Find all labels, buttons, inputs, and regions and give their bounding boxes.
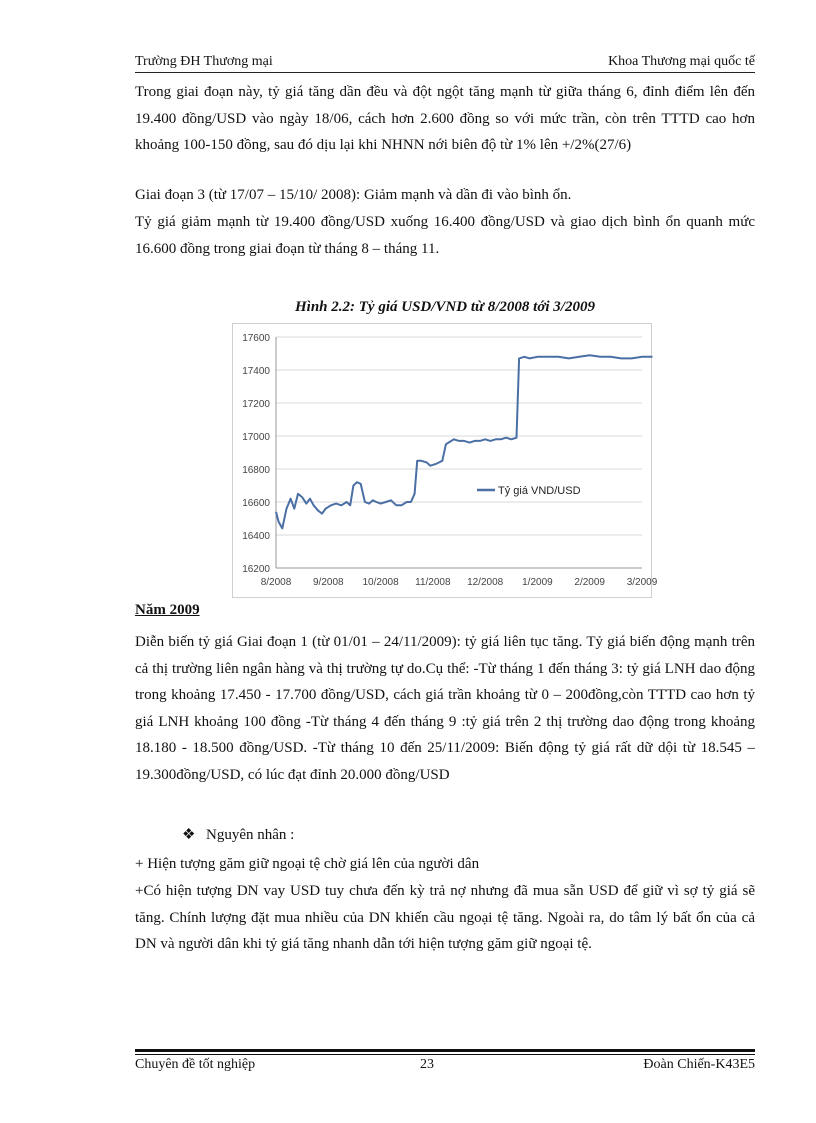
y-tick-label: 17400 [242, 366, 270, 377]
paragraph-2009 [135, 629, 755, 788]
footer-rule-thin [135, 1054, 755, 1055]
page-footer [135, 1057, 755, 1075]
paragraph-stage2-text: Trong giai đoạn này, tỷ giá tăng dần đều và đột ngột tăng mạnh từ giữa tháng 6, đỉnh điểm lên đến 19.400 đồng/USD vào ngày 18/06, cách hơn 2.600 đồng so với mức trần, còn trên TTTD cao hơn khoảng 100-150 đồng, sau đó dịu lại khi NHNN nới biên độ từ 1% lên +/2%(27/6) [135, 84, 755, 153]
x-tick-label: 1/2009 [522, 577, 553, 588]
footer-author: Đoàn Chiến-K43E5 [643, 1057, 755, 1072]
paragraph-stage3-heading [135, 182, 755, 209]
figure-caption: Hình 2.2: Tỷ giá USD/VND từ 8/2008 tới 3/2009 [295, 299, 595, 315]
footer-rule-thick [135, 1049, 755, 1052]
exchange-rate-chart [232, 323, 658, 598]
paragraph-2009-text: Diễn biến tỷ giá Giai đoạn 1 (từ 01/01 – 24/11/2009): tỷ giá liên tục tăng. Tỷ giá biến động mạnh trên cả thị trường liên ngân hàng và thị trường tự do.Cụ thể: -Từ tháng 1 đến tháng 3: tỷ giá LNH dao động trong khoảng 17.450 - 17.700 đồng/USD, cách giá trần khoảng từ 0 – 200đồng,còn TTTD cao hơn tỷ giá LNH khoảng 100 đồng -Từ tháng 4 đến tháng 9 :tỷ giá trên 2 thị trường dao động trong khoảng 18.180 - 18.500 đồng/USD. -Từ tháng 10 đến 25/11/2009: Biến động tỷ giá rất dữ dội từ 18.545 – 19.300đồng/USD, có lúc đạt đỉnh 20.000 đồng/USD [135, 634, 755, 783]
y-tick-label: 16400 [242, 531, 270, 542]
x-tick-label: 3/2009 [626, 577, 658, 588]
header-school: Trường ĐH Thương mại [135, 54, 273, 69]
x-tick-label: 12/2008 [467, 577, 504, 588]
x-tick-label: 8/2008 [260, 577, 292, 588]
causes-bullet-label: Nguyên nhân : [206, 827, 295, 843]
causes-bullet [182, 825, 294, 844]
y-tick-label: 16600 [242, 498, 270, 509]
y-tick-label: 16800 [242, 465, 270, 476]
paragraph-cause-1 [135, 851, 755, 878]
paragraph-cause-2 [135, 878, 755, 958]
legend-label: Tỷ giá VND/USD [498, 485, 581, 497]
section-2009-title: Năm 2009 [135, 602, 200, 618]
page-header [135, 54, 755, 72]
x-tick-label: 9/2008 [312, 577, 344, 588]
x-tick-label: 10/2008 [362, 577, 399, 588]
y-tick-label: 16200 [242, 564, 270, 575]
header-faculty: Khoa Thương mại quốc tế [608, 54, 755, 69]
paragraph-stage3-text: Tỷ giá giảm mạnh từ 19.400 đồng/USD xuống 16.400 đồng/USD và giao dịch bình ổn quanh mức 16.600 đồng trong giai đoạn từ tháng 8 – tháng 11. [135, 214, 755, 257]
header-rule [135, 72, 755, 73]
y-tick-label: 17000 [242, 432, 270, 443]
page-number: 23 [420, 1057, 434, 1072]
paragraph-stage3 [135, 209, 755, 262]
y-tick-label: 17200 [242, 399, 270, 410]
paragraph-stage3-heading-text: Giai đoạn 3 (từ 17/07 – 15/10/ 2008): Giảm mạnh và dần đi vào bình ổn. [135, 187, 572, 203]
footer-thesis-label: Chuyên đề tốt nghiệp [135, 1057, 256, 1072]
y-tick-label: 17600 [242, 333, 270, 344]
x-tick-label: 2/2009 [574, 577, 606, 588]
paragraph-stage2 [135, 79, 755, 159]
paragraph-cause-1-text: + Hiện tượng găm giữ ngoại tệ chờ giá lên của người dân [135, 856, 480, 872]
paragraph-cause-2-text: +Có hiện tượng DN vay USD tuy chưa đến kỳ trả nợ nhưng đã mua sẵn USD để giữ vì sợ tỷ giá sẽ tăng. Chính lượng đặt mua nhiều của DN khiến cầu ngoại tệ tăng. Ngoài ra, do tâm lý bất ổn của cả DN và người dân khi tỷ giá tăng nhanh dẫn tới hiện tượng găm giữ ngoại tệ. [135, 883, 755, 952]
diamond-bullet-icon: ❖ [182, 827, 196, 843]
x-tick-label: 11/2008 [415, 577, 451, 588]
